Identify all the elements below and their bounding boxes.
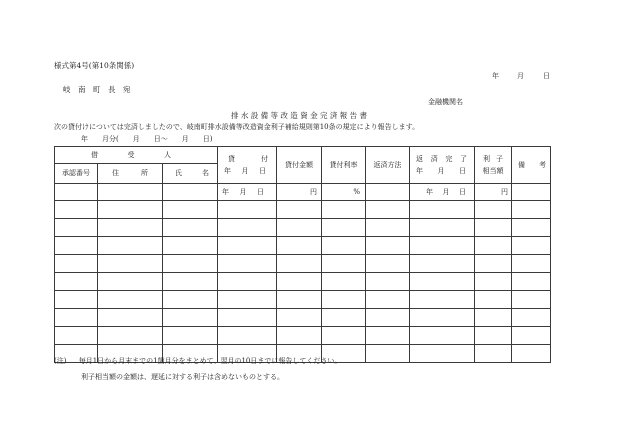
note-1 bbox=[54, 356, 341, 366]
table-cell[interactable] bbox=[512, 327, 551, 345]
table-cell[interactable] bbox=[410, 273, 475, 291]
table-cell[interactable] bbox=[322, 237, 366, 255]
table-cell[interactable] bbox=[322, 291, 366, 309]
table-cell[interactable] bbox=[277, 255, 322, 273]
unit-amount: 円 bbox=[277, 184, 322, 201]
table-cell[interactable] bbox=[55, 273, 98, 291]
unit-loan-date: 年 月 日 bbox=[218, 184, 277, 201]
note-prefix: (注) bbox=[54, 357, 67, 365]
address-header: 住 所 bbox=[98, 164, 163, 184]
table-cell[interactable] bbox=[277, 237, 322, 255]
table-cell[interactable] bbox=[475, 291, 512, 309]
table-cell[interactable] bbox=[512, 273, 551, 291]
remarks-header: 備 考 bbox=[512, 147, 551, 184]
document-title: 排 水 設 備 等 改 造 資 金 完 済 報 告 書 bbox=[231, 111, 367, 120]
repay-method-header: 返済方法 bbox=[366, 147, 410, 184]
table-cell[interactable] bbox=[322, 201, 366, 219]
table-cell[interactable] bbox=[277, 327, 322, 345]
date-month: 月 bbox=[517, 72, 524, 80]
unit-interest: 円 bbox=[475, 184, 512, 201]
table-cell[interactable] bbox=[475, 219, 512, 237]
table-row[interactable] bbox=[55, 237, 551, 255]
table-cell[interactable] bbox=[410, 327, 475, 345]
table-cell[interactable] bbox=[322, 219, 366, 237]
loan-date-header: 貸 付 年 月 日 bbox=[218, 147, 277, 184]
repaid-date-header: 返 済 完 了 年 月 日 bbox=[410, 147, 475, 184]
table-cell[interactable] bbox=[98, 327, 163, 345]
table-cell[interactable] bbox=[475, 327, 512, 345]
table-cell[interactable] bbox=[98, 201, 163, 219]
table-cell[interactable] bbox=[98, 309, 163, 327]
table-cell[interactable] bbox=[218, 291, 277, 309]
table-cell[interactable] bbox=[366, 309, 410, 327]
table-row[interactable] bbox=[55, 219, 551, 237]
table-cell[interactable] bbox=[512, 291, 551, 309]
table-cell[interactable] bbox=[410, 201, 475, 219]
table-cell[interactable] bbox=[218, 327, 277, 345]
table-cell[interactable] bbox=[98, 255, 163, 273]
table-cell[interactable] bbox=[98, 273, 163, 291]
borrower-header: 借 受 人 bbox=[55, 147, 218, 164]
table-cell[interactable] bbox=[277, 219, 322, 237]
table-cell[interactable] bbox=[163, 219, 218, 237]
table-cell[interactable] bbox=[322, 327, 366, 345]
table-cell[interactable] bbox=[512, 345, 551, 363]
table-cell[interactable] bbox=[366, 327, 410, 345]
table-cell[interactable] bbox=[163, 291, 218, 309]
table-cell[interactable] bbox=[512, 237, 551, 255]
table-cell[interactable] bbox=[163, 327, 218, 345]
table-cell[interactable] bbox=[475, 255, 512, 273]
note-2: 利子相当額の金額は、遅延に対する利子は含めないものとする。 bbox=[81, 373, 284, 381]
table-cell[interactable] bbox=[410, 345, 475, 363]
table-cell[interactable] bbox=[410, 309, 475, 327]
table-cell[interactable] bbox=[218, 309, 277, 327]
table-cell[interactable] bbox=[475, 201, 512, 219]
table-cell[interactable] bbox=[98, 291, 163, 309]
table-cell[interactable] bbox=[55, 237, 98, 255]
table-cell[interactable] bbox=[366, 273, 410, 291]
table-row[interactable] bbox=[55, 309, 551, 327]
form-number: 様式第4号(第10条関係) bbox=[54, 61, 135, 70]
table-cell[interactable] bbox=[512, 309, 551, 327]
table-cell[interactable] bbox=[277, 273, 322, 291]
date-day: 日 bbox=[543, 72, 550, 80]
table-cell[interactable] bbox=[163, 309, 218, 327]
table-cell[interactable] bbox=[163, 273, 218, 291]
name-header: 氏 名 bbox=[163, 164, 218, 184]
date-year: 年 bbox=[492, 72, 499, 80]
table-cell[interactable] bbox=[277, 201, 322, 219]
table-cell[interactable] bbox=[475, 345, 512, 363]
table-cell[interactable] bbox=[218, 237, 277, 255]
table-cell[interactable] bbox=[163, 237, 218, 255]
table-cell[interactable] bbox=[55, 291, 98, 309]
table-cell[interactable] bbox=[218, 255, 277, 273]
table-cell[interactable] bbox=[55, 327, 98, 345]
table-row[interactable] bbox=[55, 291, 551, 309]
approval-no-header: 承認番号 bbox=[55, 164, 98, 184]
table-cell[interactable] bbox=[512, 219, 551, 237]
unit-row bbox=[55, 184, 551, 201]
interest-header: 利 子 相当額 bbox=[475, 147, 512, 184]
table-cell[interactable] bbox=[366, 255, 410, 273]
body-text: 次の貸付けについては完済しましたので、岐南町排水設備等改造資金利子補給規則第10条の規定により報告します。 bbox=[54, 123, 420, 131]
table-cell[interactable] bbox=[512, 201, 551, 219]
table-cell[interactable] bbox=[163, 201, 218, 219]
loan-rate-header: 貸付利率 bbox=[322, 147, 366, 184]
table-cell[interactable] bbox=[98, 237, 163, 255]
table-cell[interactable] bbox=[410, 237, 475, 255]
table-cell[interactable] bbox=[98, 219, 163, 237]
table-cell[interactable] bbox=[55, 309, 98, 327]
institution-label: 金融機関名 bbox=[428, 98, 463, 106]
table-cell[interactable] bbox=[218, 219, 277, 237]
table-cell[interactable] bbox=[410, 291, 475, 309]
table-cell[interactable] bbox=[410, 219, 475, 237]
table-cell[interactable] bbox=[512, 255, 551, 273]
table-row[interactable] bbox=[55, 327, 551, 345]
table-cell[interactable] bbox=[218, 273, 277, 291]
table-cell[interactable] bbox=[475, 273, 512, 291]
table-cell[interactable] bbox=[475, 237, 512, 255]
table-cell[interactable] bbox=[366, 291, 410, 309]
table-cell[interactable] bbox=[55, 255, 98, 273]
table-cell[interactable] bbox=[218, 201, 277, 219]
table-row[interactable] bbox=[55, 255, 551, 273]
table-cell[interactable] bbox=[277, 309, 322, 327]
table-cell[interactable] bbox=[366, 219, 410, 237]
report-period: 年 月分( 月 日～ 月 日) bbox=[81, 135, 213, 143]
addressee: 岐 南 町 長 宛 bbox=[63, 85, 131, 94]
report-table bbox=[54, 146, 551, 363]
table-cell[interactable] bbox=[366, 201, 410, 219]
table-cell[interactable] bbox=[322, 273, 366, 291]
table-cell[interactable] bbox=[55, 201, 98, 219]
unit-repaid: 年 月 日 bbox=[410, 184, 475, 201]
table-cell[interactable] bbox=[410, 255, 475, 273]
unit-rate: % bbox=[322, 184, 366, 201]
loan-amount-header: 貸付金額 bbox=[277, 147, 322, 184]
table-cell[interactable] bbox=[475, 309, 512, 327]
table-cell[interactable] bbox=[322, 309, 366, 327]
table-row[interactable] bbox=[55, 201, 551, 219]
table-cell[interactable] bbox=[366, 345, 410, 363]
table-row[interactable] bbox=[55, 273, 551, 291]
note-line-1: 毎月1日から月末までの1箇月分をまとめて、翌月の10日までに報告してください。 bbox=[78, 357, 342, 365]
table-cell[interactable] bbox=[322, 255, 366, 273]
table-cell[interactable] bbox=[55, 219, 98, 237]
table-cell[interactable] bbox=[163, 255, 218, 273]
table-cell[interactable] bbox=[277, 291, 322, 309]
table-cell[interactable] bbox=[366, 237, 410, 255]
